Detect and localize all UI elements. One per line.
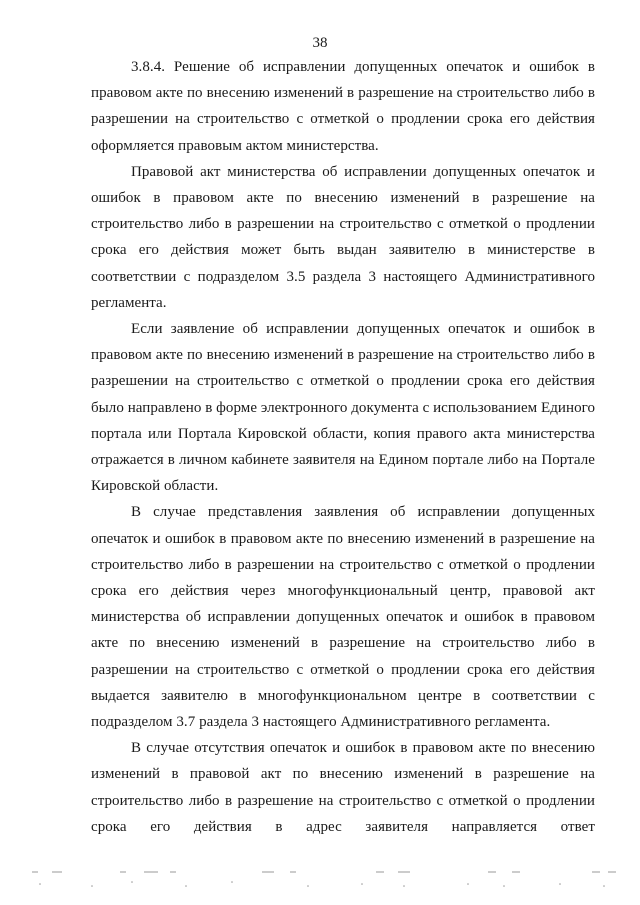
scan-artifacts <box>0 862 640 892</box>
paragraph-no-errors: В случае отсутствия опечаток и ошибок в правовом акте по внесению изменений в правовой акт по внесению изменений в разрешение на строительство либо в разрешение на строительство с отметкой о продлении срока его действия в адрес заявителя направляется ответ <box>91 740 595 835</box>
paragraph-decision: 3.8.4. Решение об исправлении допущенных опечаток и ошибок в правовом акте по внесению изменений в разрешение на строительство либо в разрешении на строительство с отметкой о продлении срока его действия оформляется правовым актом министерства. <box>91 59 595 154</box>
paragraph-electronic-submission: Если заявление об исправлении допущенных опечаток и ошибок в правовом акте по внесению изменений в разрешение на строительство либо в разрешении на строительство с отметкой о продлении срока его действия было направлено в форме электронного документа с использованием Единого портала или Портала Кировской области, копия правого акта министерства отражается в личном кабинете заявителя на Едином портале либо на Портале Кировской области. <box>91 321 595 495</box>
document-body <box>91 54 595 840</box>
paragraph-mfc-submission: В случае представления заявления об исправлении допущенных опечаток и ошибок в правовом акте по внесению изменений в разрешение на строительство либо в разрешении на строительство с отметкой о продлении срока его действия через многофункциональный центр, правовой акт министерства об исправлении допущенных опечаток и ошибок в правовом акте по внесению изменений в разрешение на строительство либо в разрешении на строительство с отметкой о продлении срока его действия выдается заявителю в многофункциональном центре в соответствии с подразделом 3.7 раздела 3 настоящего Административного регламента. <box>91 504 595 731</box>
page-number: 38 <box>312 35 328 51</box>
paragraph-legal-act-issuance: Правовой акт министерства об исправлении допущенных опечаток и ошибок в правовом акте по внесению изменений в разрешение на строительство либо в разрешении на строительство с отметкой о продлении срока его действия может быть выдан заявителю в министерстве в соответствии с подразделом 3.5 раздела 3 настоящего Административного регламента. <box>91 163 595 311</box>
